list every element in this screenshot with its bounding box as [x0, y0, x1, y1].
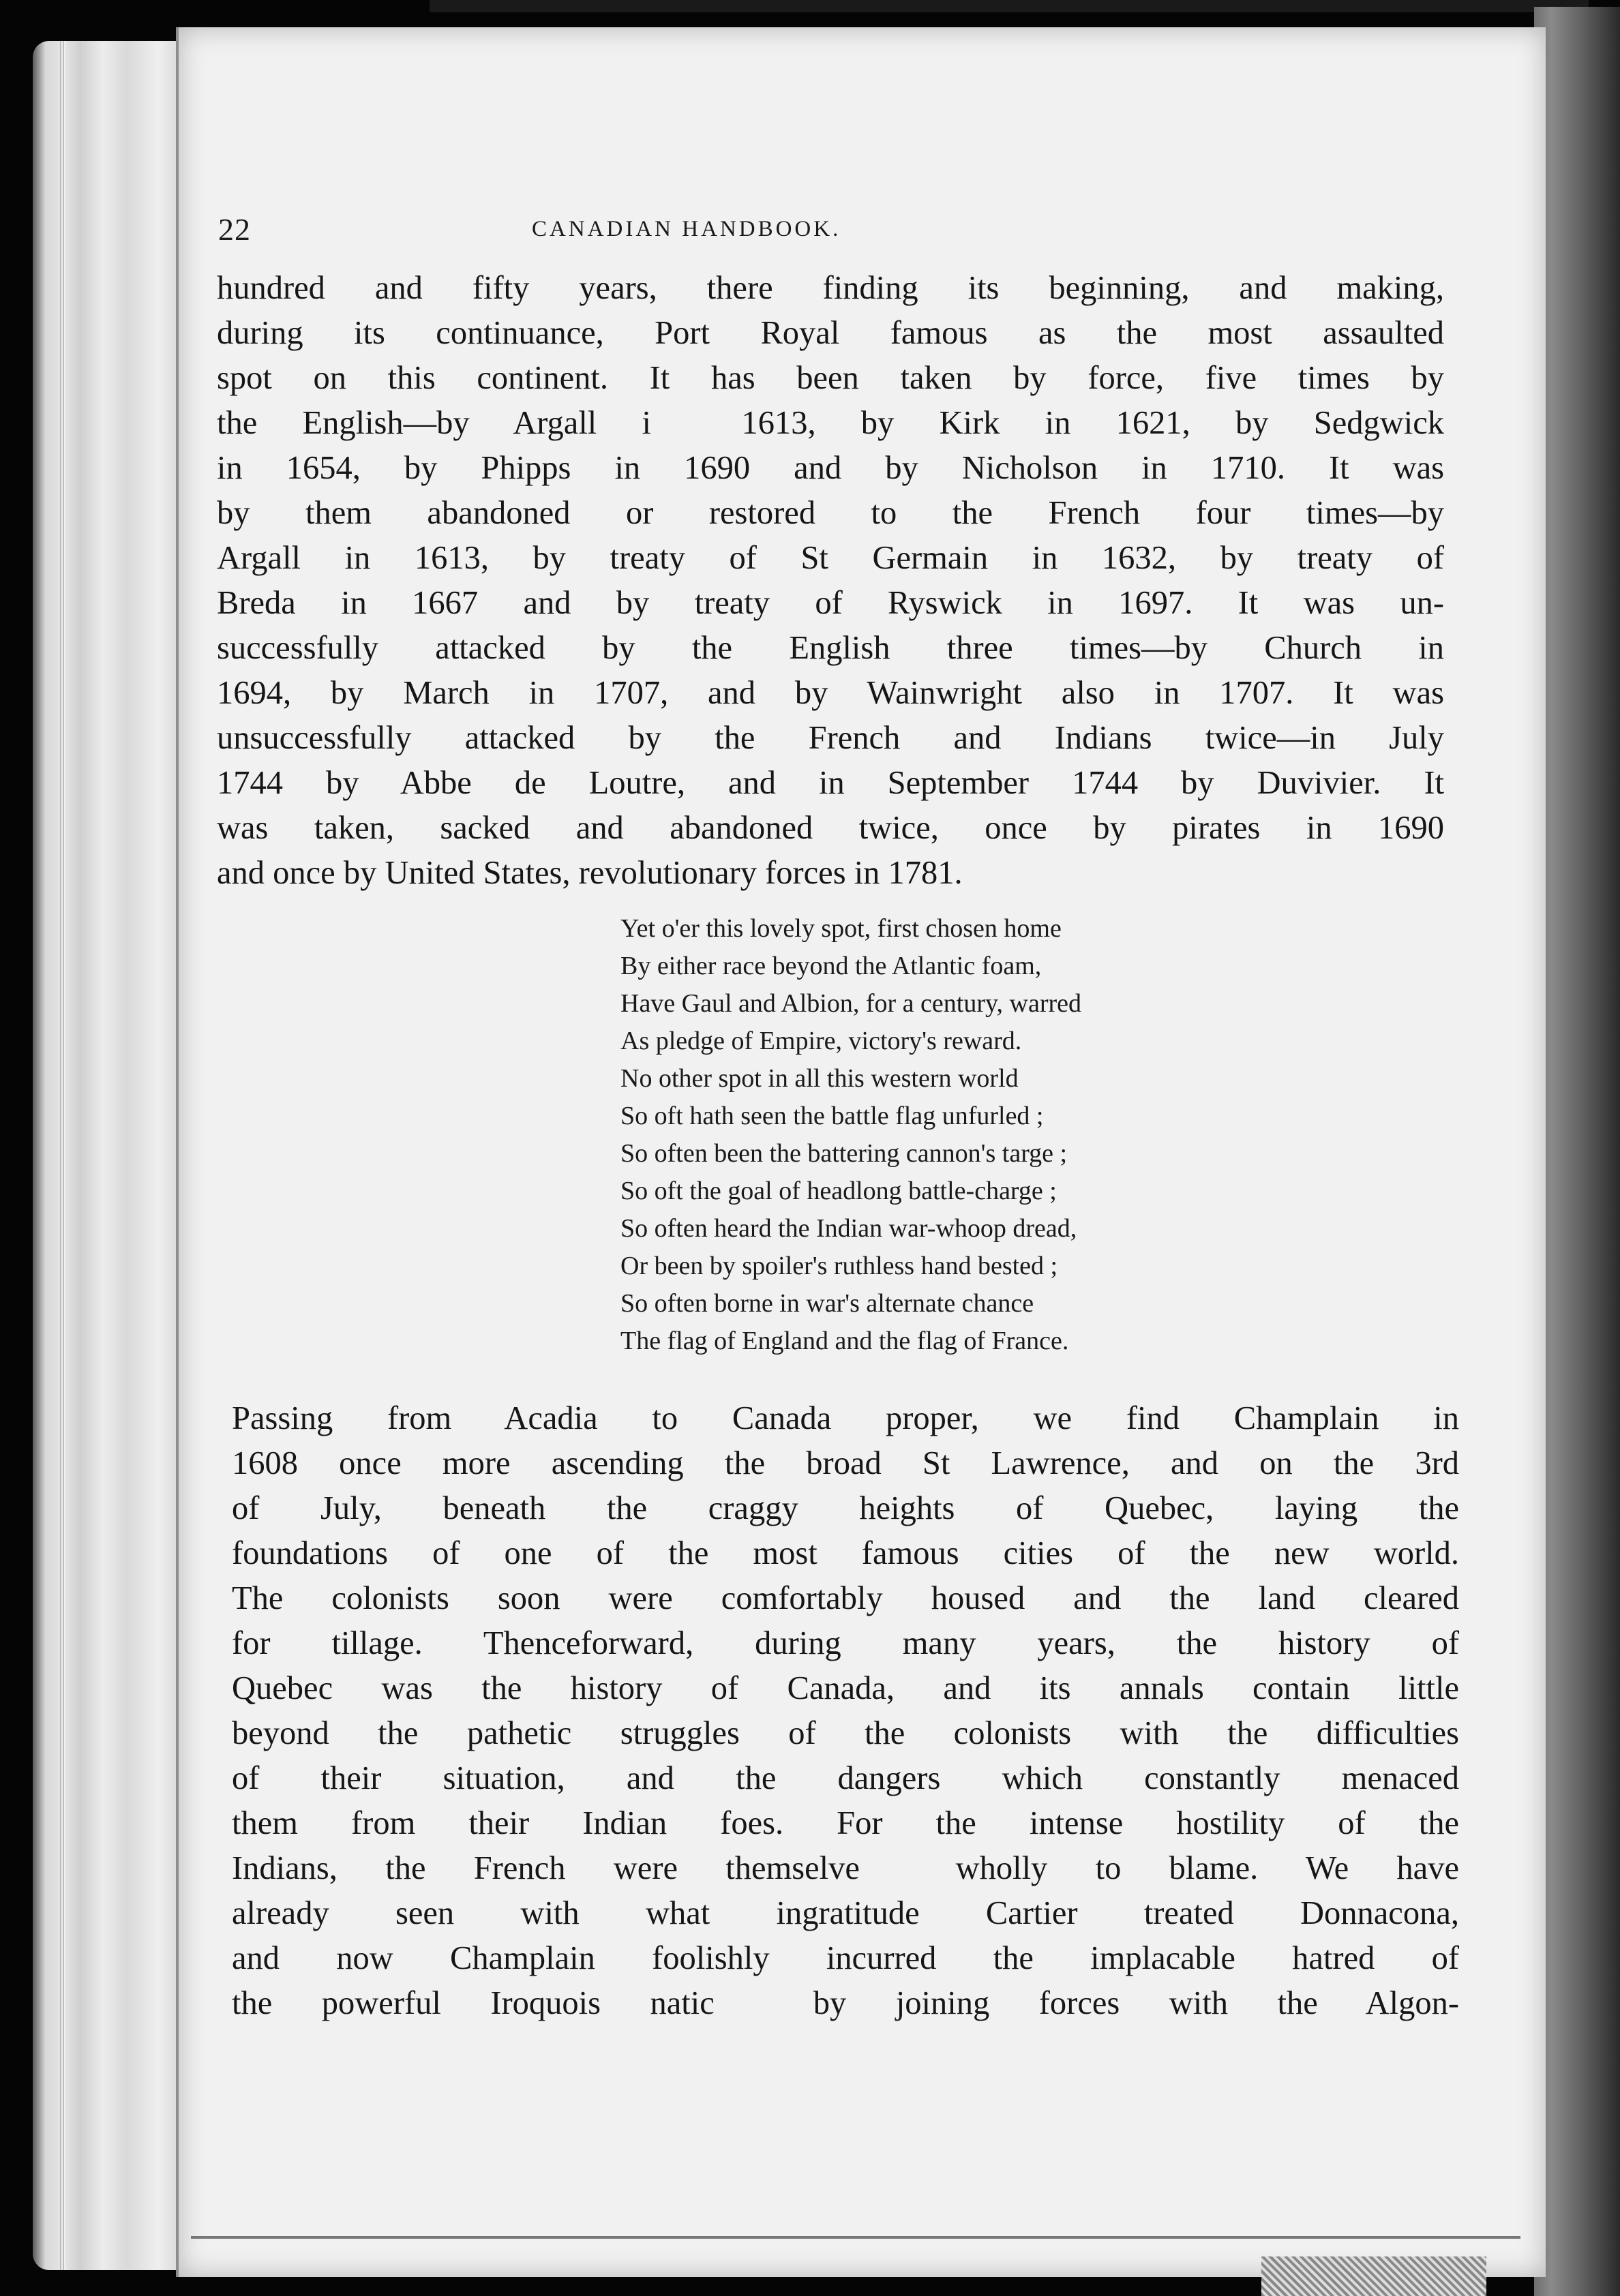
text-line: unsuccessfully attacked by the French and Indians twice—in July — [217, 720, 1444, 756]
text-line: 1608 once more ascending the broad St Lawrence, and on the 3rd — [232, 1445, 1459, 1481]
text-line: the powerful Iroquois natic by joining forces with the Algon- — [232, 1985, 1459, 2021]
paragraph-1 — [217, 266, 1471, 896]
running-head: CANADIAN HANDBOOK. — [532, 217, 841, 241]
text-line: foundations of one of the most famous cities of the new world. — [232, 1535, 1459, 1571]
text-line: and now Champlain foolishly incurred the implacable hatred of — [232, 1940, 1459, 1976]
poem-line: The flag of England and the flag of France. — [620, 1327, 1069, 1355]
book-cover-edge — [1534, 7, 1620, 2296]
text-line: was taken, sacked and abandoned twice, once by pirates in 1690 — [217, 810, 1444, 846]
poem-line: By either race beyond the Atlantic foam, — [620, 952, 1042, 980]
text-line: Passing from Acadia to Canada proper, we find Champlain in — [232, 1400, 1459, 1436]
text-line: by them abandoned or restored to the French four times—by — [217, 495, 1444, 531]
page-stack-edge — [33, 41, 190, 2270]
binding-cloth — [1261, 2256, 1486, 2296]
text-line: beyond the pathetic struggles of the colonists with the difficulties — [232, 1715, 1459, 1751]
text-line: 1694, by March in 1707, and by Wainwright also in 1707. It was — [217, 675, 1444, 711]
text-line: spot on this continent. It has been taken by force, five times by — [217, 360, 1444, 396]
text-line: Argall in 1613, by treaty of St Germain in 1632, by treaty of — [217, 540, 1444, 576]
text-line: The colonists soon were comfortably housed and the land cleared — [232, 1580, 1459, 1616]
text-line: successfully attacked by the English three times—by Church in — [217, 630, 1444, 666]
poem-line: So oft hath seen the battle flag unfurled ; — [620, 1102, 1044, 1130]
page-header — [218, 211, 1084, 252]
text-line: them from their Indian foes. For the intense hostility of the — [232, 1805, 1459, 1841]
text-line: for tillage. Thenceforward, during many years, the history of — [232, 1625, 1459, 1661]
text-line: already seen with what ingratitude Cartier treated Donnacona, — [232, 1895, 1459, 1931]
poem-line: Have Gaul and Albion, for a century, warred — [620, 989, 1082, 1018]
text-line: Breda in 1667 and by treaty of Ryswick in 1697. It was un- — [217, 585, 1444, 621]
poem-line: Yet o'er this lovely spot, first chosen home — [620, 914, 1062, 943]
text-line: 1744 by Abbe de Loutre, and in September 1744 by Duvivier. It — [217, 765, 1444, 801]
text-line: Quebec was the history of Canada, and its annals contain little — [232, 1670, 1459, 1706]
text-line: hundred and fifty years, there finding its beginning, and making, — [217, 270, 1444, 306]
poem-stanza — [620, 910, 1302, 1360]
poem-line: So often heard the Indian war-whoop dread, — [620, 1214, 1077, 1243]
text-line: and once by United States, revolutionary forces in 1781. — [217, 855, 963, 891]
text-line: in 1654, by Phipps in 1690 and by Nicholson in 1710. It was — [217, 450, 1444, 486]
poem-line: So often borne in war's alternate chance — [620, 1289, 1034, 1318]
text-line: of July, beneath the craggy heights of Quebec, laying the — [232, 1490, 1459, 1526]
poem-line: So often been the battering cannon's targe ; — [620, 1139, 1068, 1168]
text-line: during its continuance, Port Royal famous as the most assaulted — [217, 315, 1444, 351]
top-shadow-strip — [430, 0, 1589, 12]
paragraph-2 — [232, 1396, 1486, 2026]
poem-line: So oft the goal of headlong battle-charge ; — [620, 1177, 1057, 1205]
poem-line: Or been by spoiler's ruthless hand bested ; — [620, 1252, 1058, 1280]
poem-line: No other spot in all this western world — [620, 1064, 1019, 1093]
text-line: of their situation, and the dangers which constantly menaced — [232, 1760, 1459, 1796]
text-line: Indians, the French were themselve wholly to blame. We have — [232, 1850, 1459, 1886]
text-line: the English—by Argall i 1613, by Kirk in 1621, by Sedgwick — [217, 405, 1444, 441]
page-bottom-rule — [191, 2236, 1520, 2239]
page-number: 22 — [218, 212, 251, 247]
poem-line: As pledge of Empire, victory's reward. — [620, 1027, 1022, 1055]
